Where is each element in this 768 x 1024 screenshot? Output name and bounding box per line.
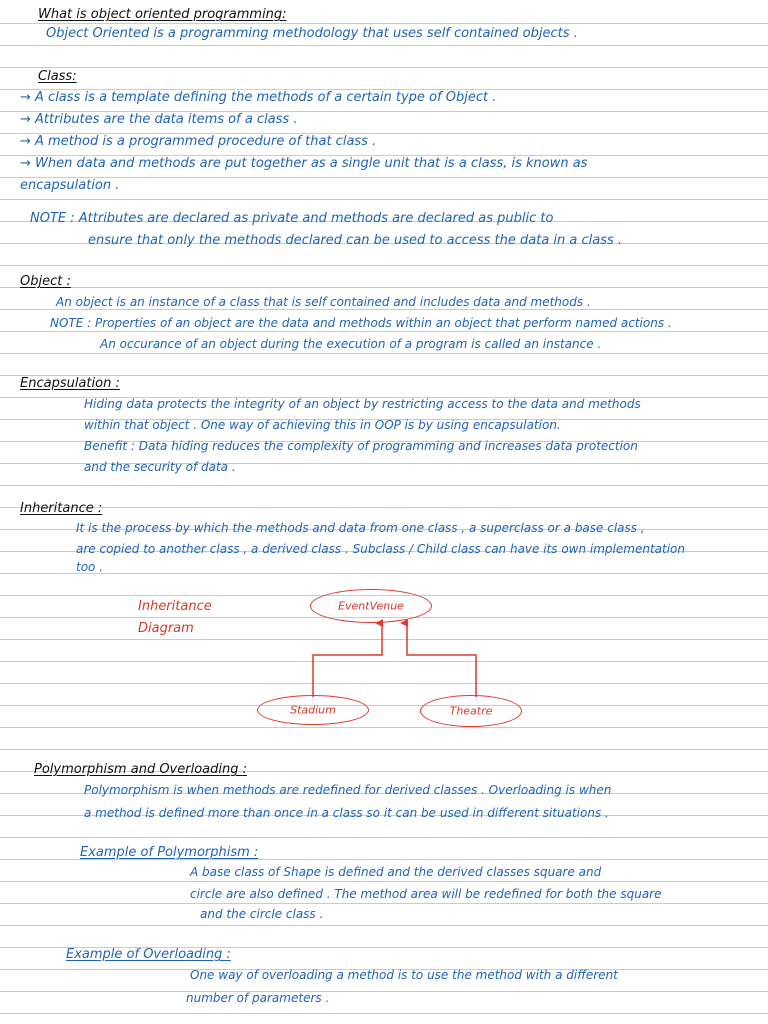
example-polymorphism-line-2: circle are also defined . The method area will be redefined for both the square: [190, 887, 662, 901]
class-node-eventvenue-label: EventVenue: [338, 599, 404, 613]
class-node-eventvenue: [310, 589, 432, 623]
heading-example-polymorphism: Example of Polymorphism :: [80, 845, 259, 860]
class-line-4: → When data and methods are put together as a single unit that is a class, is known as: [20, 156, 588, 171]
heading-class: Class:: [38, 69, 77, 84]
encapsulation-line-1: Hiding data protects the integrity of an object by restricting access to the data and methods: [84, 397, 641, 411]
class-node-theatre-label: Theatre: [449, 704, 493, 718]
class-node-theatre: [420, 695, 522, 727]
example-polymorphism-line-3: and the circle class .: [200, 907, 324, 921]
heading-polymorphism: Polymorphism and Overloading :: [34, 762, 247, 777]
encapsulation-line-3: Benefit : Data hiding reduces the complexity of programming and increases data protection: [84, 439, 638, 453]
encapsulation-line-2: within that object . One way of achieving this in OOP is by using encapsulation.: [84, 418, 561, 432]
example-overloading-line-2: number of parameters .: [186, 991, 330, 1005]
class-line-2: → Attributes are the data items of a class .: [20, 112, 298, 127]
object-line-3: An occurance of an object during the execution of a program is called an instance .: [100, 337, 602, 351]
object-line-1: An object is an instance of a class that is self contained and includes data and methods .: [56, 295, 591, 309]
class-node-stadium-label: Stadium: [290, 703, 336, 717]
inheritance-line-2: are copied to another class , a derived class . Subclass / Child class can have its own implementation: [76, 542, 685, 556]
heading-example-overloading: Example of Overloading :: [66, 947, 231, 962]
class-line-3: → A method is a programmed procedure of that class .: [20, 134, 377, 149]
class-note-2: ensure that only the methods declared can be used to access the data in a class .: [88, 233, 623, 248]
example-overloading-line-1: One way of overloading a method is to use the method with a different: [190, 968, 618, 982]
diagram-label-line-1: Inheritance: [138, 599, 212, 614]
object-line-2: NOTE : Properties of an object are the data and methods within an object that perform named actions .: [50, 316, 672, 330]
inheritance-line-1: It is the process by which the methods and data from one class , a superclass or a base class ,: [76, 521, 645, 535]
heading-encapsulation: Encapsulation :: [20, 376, 120, 391]
encapsulation-line-4: and the security of data .: [84, 460, 236, 474]
inheritance-line-3: too .: [76, 560, 104, 574]
heading-object: Object :: [20, 274, 71, 289]
diagram-label-line-2: Diagram: [138, 621, 194, 636]
example-polymorphism-line-1: A base class of Shape is defined and the derived classes square and: [190, 865, 602, 879]
class-line-5: encapsulation .: [20, 178, 120, 193]
heading-oop: What is object oriented programming:: [38, 7, 287, 22]
class-line-1: → A class is a template defining the methods of a certain type of Object .: [20, 90, 497, 105]
oop-definition: Object Oriented is a programming methodology that uses self contained objects .: [46, 26, 578, 41]
class-note-1: NOTE : Attributes are declared as private and methods are declared as public to: [30, 211, 554, 226]
heading-inheritance: Inheritance :: [20, 501, 103, 516]
polymorphism-line-1: Polymorphism is when methods are redefined for derived classes . Overloading is when: [84, 783, 612, 797]
class-node-stadium: [257, 695, 369, 725]
polymorphism-line-2: a method is defined more than once in a class so it can be used in different situations .: [84, 806, 609, 820]
